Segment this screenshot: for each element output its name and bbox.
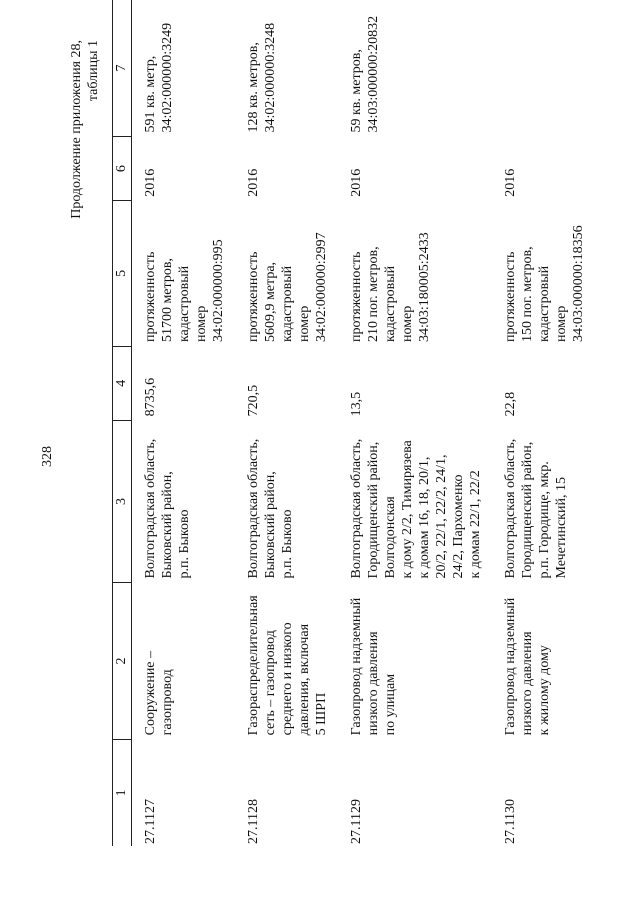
object-name-line: Сооружение – газопровод <box>143 650 175 736</box>
object-name-line: сеть – газопровод <box>263 630 278 736</box>
header-col-5: 5 <box>113 201 132 346</box>
object-description-line: 150 пог. метров, <box>520 246 535 343</box>
header-col-2: 2 <box>113 583 132 740</box>
object-address-line: р.п. Городище, мкр. <box>537 461 552 579</box>
object-address-line: к домам 16, 18, 20/1, <box>417 456 432 579</box>
header-col-1: 1 <box>113 739 132 846</box>
object-address-line: Волгоградская область, <box>349 438 364 579</box>
object-description-line: протяженность <box>349 251 364 343</box>
object-address-line: 24/2, Пархоменко <box>451 474 466 579</box>
object-description-line: номер <box>554 305 569 343</box>
object-value: 22,8 <box>503 391 518 417</box>
object-note-line: 128 кв. метров, <box>246 42 261 133</box>
object-description-line: номер <box>297 305 312 343</box>
continuation-line-1: Продолжение приложения 28, <box>69 40 84 219</box>
object-note-line: 34:03:000000:20832 <box>366 15 381 133</box>
object-address-line: к дому 2/2, Тимирязева <box>400 440 415 579</box>
object-description-line: 51700 метров, <box>160 258 175 343</box>
object-address-line: р.п. Быково <box>177 509 192 579</box>
object-value: 720,5 <box>246 384 261 417</box>
object-name-line: среднего и низкого <box>280 622 295 736</box>
object-address-line: Быковский район, <box>263 471 278 579</box>
table-header-row <box>113 0 132 846</box>
object-description-line: 34:02:000000:2997 <box>314 232 329 343</box>
object-description <box>492 201 595 346</box>
object-year: 2016 <box>503 168 518 197</box>
object-name <box>338 583 492 740</box>
continuation-title <box>68 40 102 219</box>
object-address-line: Волгоградская область, <box>246 438 261 579</box>
object-note <box>338 0 492 137</box>
object-description <box>338 201 492 346</box>
object-name-line: по улицам <box>383 673 398 736</box>
object-name-line: низкого давления <box>520 631 535 736</box>
object-description-line: 34:02:000000:995 <box>211 239 226 343</box>
object-address-line: р.п. Быково <box>280 509 295 579</box>
row-number: 27.1130 <box>503 799 518 844</box>
object-address-line: Городищенский район, <box>520 441 535 579</box>
object-value: 13,5 <box>349 391 364 417</box>
object-description-line: кадастровый <box>537 265 552 343</box>
table-row <box>132 0 236 846</box>
object-address-line: Городищенский район, <box>366 441 381 579</box>
row-number: 27.1127 <box>143 799 158 844</box>
row-number: 27.1129 <box>349 799 364 844</box>
row-number: 27.1128 <box>246 799 261 844</box>
object-name-line: Газопровод надземный <box>349 597 364 736</box>
object-description-line: протяженность <box>503 251 518 343</box>
table-row <box>492 0 595 846</box>
object-description-line: кадастровый <box>280 265 295 343</box>
object-year: 2016 <box>349 168 364 197</box>
object-description <box>132 201 236 346</box>
object-name-line: 5 ШРП <box>314 692 329 736</box>
object-description-line: 210 пог. метров, <box>366 246 381 343</box>
object-note-line: 59 кв. метров, <box>349 49 364 133</box>
object-description-line: кадастровый <box>383 265 398 343</box>
property-table <box>112 0 595 846</box>
object-name-line: Газораспределительная <box>246 595 261 736</box>
table-row <box>338 0 492 846</box>
object-address <box>235 420 338 582</box>
object-note-line: 34:02:000000:3248 <box>263 22 278 133</box>
object-address-line: Быковский район, <box>160 471 175 579</box>
object-description-line: 34:03:180005:2433 <box>417 232 432 343</box>
object-name-line: Газопровод надземный <box>503 597 518 736</box>
object-note <box>132 0 236 137</box>
object-note-line: 591 кв. метр, <box>143 55 158 133</box>
object-description-line: протяженность <box>246 251 261 343</box>
object-year: 2016 <box>246 168 261 197</box>
object-address-line: 20/2, 22/1, 22/2, 24/1, <box>434 454 449 579</box>
object-address-line: Мечетинский, 15 <box>554 477 569 579</box>
object-description-line: 5609,9 метра, <box>263 261 278 343</box>
object-description-line: номер <box>194 305 209 343</box>
header-col-6: 6 <box>113 137 132 201</box>
object-address-line: Волгоградская область, <box>503 438 518 579</box>
object-name-line: давления, включая <box>297 623 312 736</box>
object-value: 8735,6 <box>143 377 158 417</box>
object-address-line: к домам 22/1, 22/2 <box>468 470 483 579</box>
object-address-line: Волгодонская <box>383 496 398 579</box>
object-name-line: низкого давления <box>366 631 381 736</box>
object-address <box>492 420 595 582</box>
object-description-line: номер <box>400 305 415 343</box>
object-description <box>235 201 338 346</box>
object-name <box>492 583 595 740</box>
object-address-line: Волгоградская область, <box>143 438 158 579</box>
object-name-line: к жилому дому <box>537 645 552 736</box>
object-description-line: протяженность <box>143 251 158 343</box>
continuation-line-2: таблицы 1 <box>86 40 101 102</box>
object-name <box>235 583 338 740</box>
table-row <box>235 0 338 846</box>
object-note-line: 34:02:000000:3249 <box>160 22 175 133</box>
object-note <box>492 0 595 137</box>
object-description-line: кадастровый <box>177 265 192 343</box>
object-description-line: 34:03:000000:18356 <box>571 225 586 343</box>
object-address <box>338 420 492 582</box>
page-number: 328 <box>40 446 55 467</box>
header-col-3: 3 <box>113 420 132 582</box>
object-name <box>132 583 236 740</box>
object-year: 2016 <box>143 168 158 197</box>
object-note <box>235 0 338 137</box>
object-address <box>132 420 236 582</box>
header-col-7: 7 <box>113 0 132 137</box>
header-col-4: 4 <box>113 346 132 420</box>
